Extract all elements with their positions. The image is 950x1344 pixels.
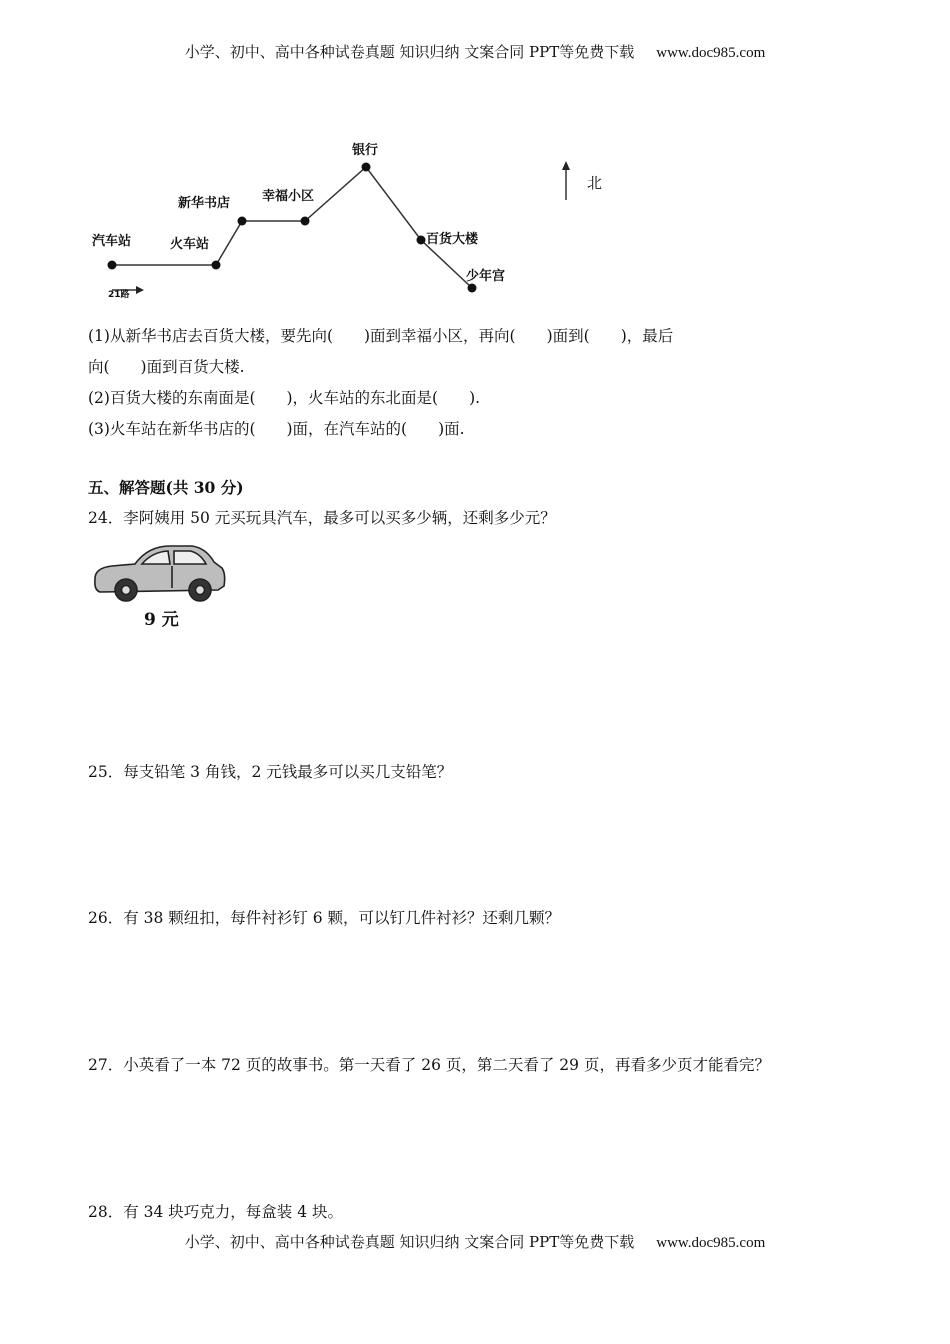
question-25: 25．每支铅笔 3 角钱，2 元钱最多可以买几支铅笔？ [88,763,453,781]
label-bookstore: 新华书店 [178,196,231,211]
label-youth-palace: 少年宫 [466,269,506,284]
car-price-label: 9 元 [144,610,179,630]
dot-youth-palace [468,284,477,293]
dot-community [301,217,310,226]
toy-car-illustration [90,540,230,632]
dot-bus-station [108,261,117,270]
dot-train-station [212,261,221,270]
header-text: 小学、初中、高中各种试卷真题 知识归纳 文案合同 PPT等免费下载 [184,43,635,61]
dot-bookstore [238,217,247,226]
dot-bank [362,163,371,172]
footer-site: www.doc985.com [656,1235,766,1251]
label-community: 幸福小区 [262,189,315,204]
label-bus-station: 汽车站 [92,234,132,249]
route-map [0,130,950,310]
label-bank: 银行 [352,143,379,158]
car-front-hub [122,586,131,595]
question-26: 26．有 38 颗纽扣，每件衬衫钉 6 颗，可以钉几件衬衫？还剩几颗？ [88,909,561,927]
route-21-arrowhead [136,286,144,294]
question-27: 27．小英看了一本 72 页的故事书。第一天看了 26 页，第二天看了 29 页，再看多少页才能看完？ [88,1056,770,1074]
question-2: (2)百货大楼的东南面是( )，火车站的东北面是( ). [88,389,481,407]
question-24: 24．李阿姨用 50 元买玩具汽车，最多可以买多少辆，还剩多少元？ [88,509,556,527]
label-department-store: 百货大楼 [426,232,479,247]
question-3: (3)火车站在新华书店的( )面，在汽车站的( )面. [88,420,465,438]
route-line [112,167,472,288]
question-1-line-2: 向( )面到百货大楼. [88,358,245,376]
question-28: 28．有 34 块巧克力，每盒装 4 块。 [88,1203,344,1221]
dot-department-store [417,236,426,245]
header-site: www.doc985.com [656,45,766,61]
label-north: 北 [587,174,603,192]
car-rear-hub [196,586,205,595]
north-arrowhead [562,161,570,170]
footer-text: 小学、初中、高中各种试卷真题 知识归纳 文案合同 PPT等免费下载 [184,1233,635,1251]
section-5-title: 五、解答题(共 30 分) [88,478,244,497]
label-train-station: 火车站 [170,237,210,252]
question-1-line-1: (1)从新华书店去百货大楼，要先向( )面到幸福小区，再向( )面到( )，最后 [88,327,674,345]
page-header [0,41,950,62]
page-footer [0,1231,950,1252]
label-route: 21路 [108,290,130,300]
